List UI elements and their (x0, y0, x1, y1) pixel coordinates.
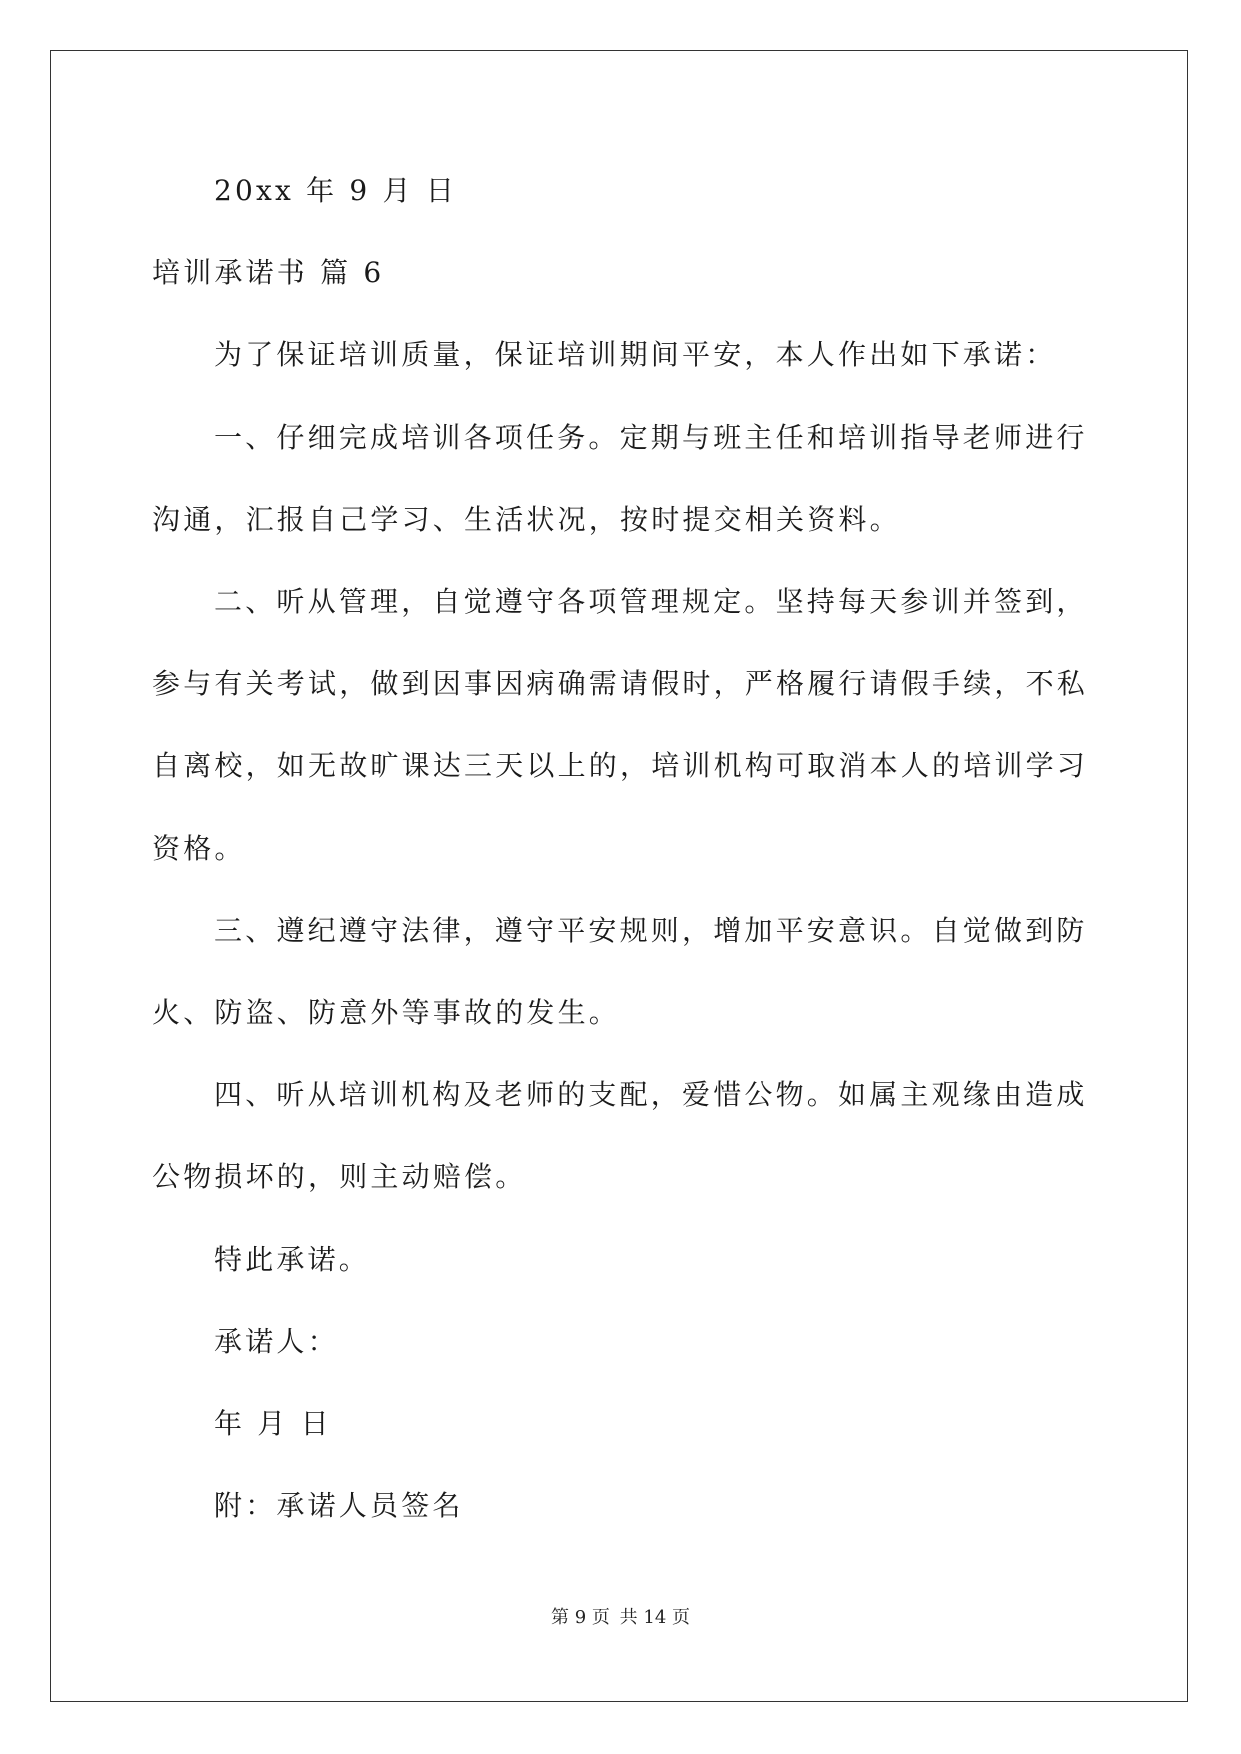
attachment-note: 附：承诺人员签名 (214, 1489, 464, 1522)
page-border (50, 50, 1188, 1702)
closing-statement: 特此承诺。 (214, 1243, 371, 1276)
signature-date: 年 月 日 (214, 1407, 332, 1440)
item-one-line-2: 沟通，汇报自己学习、生活状况，按时提交相关资料。 (152, 503, 901, 536)
item-three-line-1: 三、遵纪遵守法律，遵守平安规则，增加平安意识。自觉做到防 (214, 914, 1088, 947)
item-four-line-1: 四、听从培训机构及老师的支配，爱惜公物。如属主观缘由造成 (214, 1078, 1088, 1111)
page-number: 第 9 页 (551, 1607, 610, 1628)
page-total: 共 14 页 (619, 1607, 690, 1628)
item-three-line-2: 火、防盗、防意外等事故的发生。 (152, 996, 621, 1029)
intro-paragraph: 为了保证培训质量，保证培训期间平安，本人作出如下承诺： (214, 338, 1057, 371)
item-four-line-2: 公物损坏的，则主动赔偿。 (152, 1160, 527, 1193)
item-two-line-4: 资格。 (152, 832, 246, 865)
section-heading: 培训承诺书 篇 6 (152, 256, 385, 289)
item-two-line-2: 参与有关考试，做到因事因病确需请假时，严格履行请假手续，不私 (152, 667, 1089, 700)
item-one-line-1: 一、仔细完成培训各项任务。定期与班主任和培训指导老师进行 (214, 421, 1088, 454)
page-footer (0, 1607, 1241, 1629)
item-two-line-1: 二、听从管理，自觉遵守各项管理规定。坚持每天参训并签到， (214, 585, 1088, 618)
item-two-line-3: 自离校，如无故旷课达三天以上的，培训机构可取消本人的培训学习 (152, 749, 1089, 782)
date-line: 20xx 年 9 月 日 (214, 174, 458, 207)
promiser-label: 承诺人： (214, 1325, 339, 1358)
